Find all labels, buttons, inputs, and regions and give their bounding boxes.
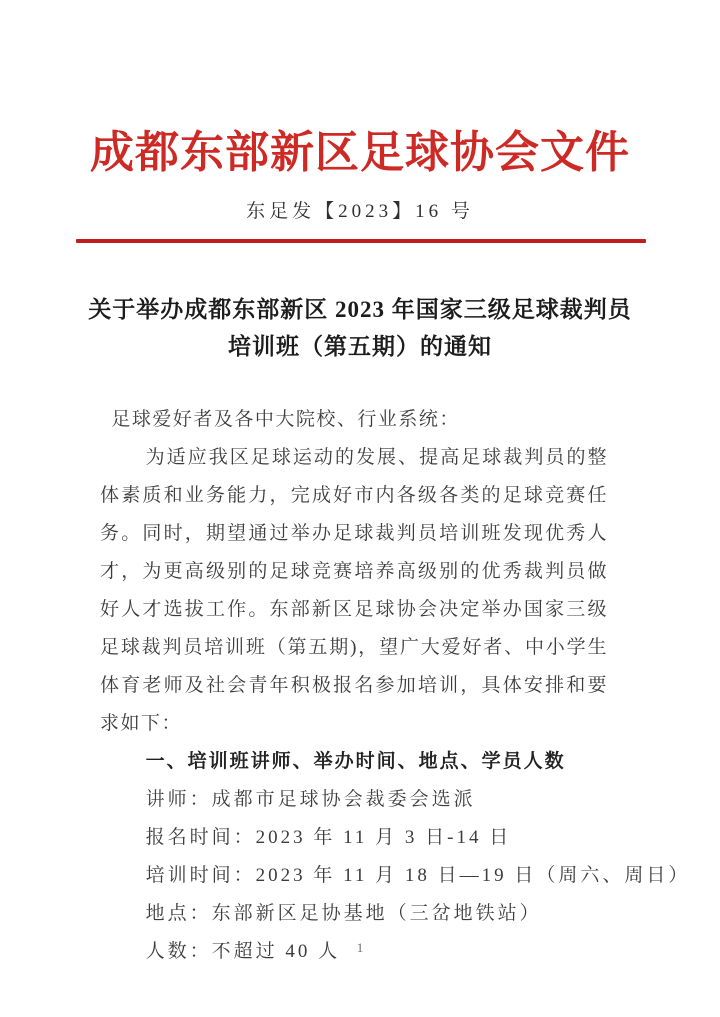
document-title-line1: 关于举办成都东部新区 2023 年国家三级足球裁判员 [88,297,632,322]
page-number: 1 [356,940,364,955]
document-title [0,291,720,365]
item-instructor: 讲师：成都市足球协会裁委会选派 [145,789,476,810]
document-title-line2: 培训班（第五期）的通知 [228,334,492,359]
letterhead-divider [76,239,646,243]
item-training-time: 培训时间：2023 年 11 月 18 日—19 日（周六、周日） [145,865,691,886]
document-body [100,401,691,971]
body-paragraph: 为适应我区足球运动的发展、提高足球裁判员的整体素质和业务能力，完成好市内各级各类的足球竞赛任务。同时，期望通过举办足球裁判员培训班发现优秀人才，为更高级别的足球竞赛培养高级别的优秀裁判员做好人才选拔工作。东部新区足球协会决定举办国家三级足球裁判员培训班（第五期)，望广大爱好者、中小学生体育老师及社会青年积极报名参加培训，具体安排和要求如下： [100,447,608,734]
letterhead-title: 成都东部新区足球协会文件 [90,128,630,177]
section-heading: 一、培训班讲师、举办时间、地点、学员人数 [145,751,566,772]
item-location: 地点：东部新区足协基地（三岔地铁站） [145,903,542,924]
document-number: 东足发【2023】16 号 [246,201,474,222]
item-capacity: 人数：不超过 40 人 [145,941,341,962]
salutation: 足球爱好者及各中大院校、行业系统： [111,409,460,430]
item-registration-time: 报名时间：2023 年 11 月 3 日-14 日 [145,827,512,848]
